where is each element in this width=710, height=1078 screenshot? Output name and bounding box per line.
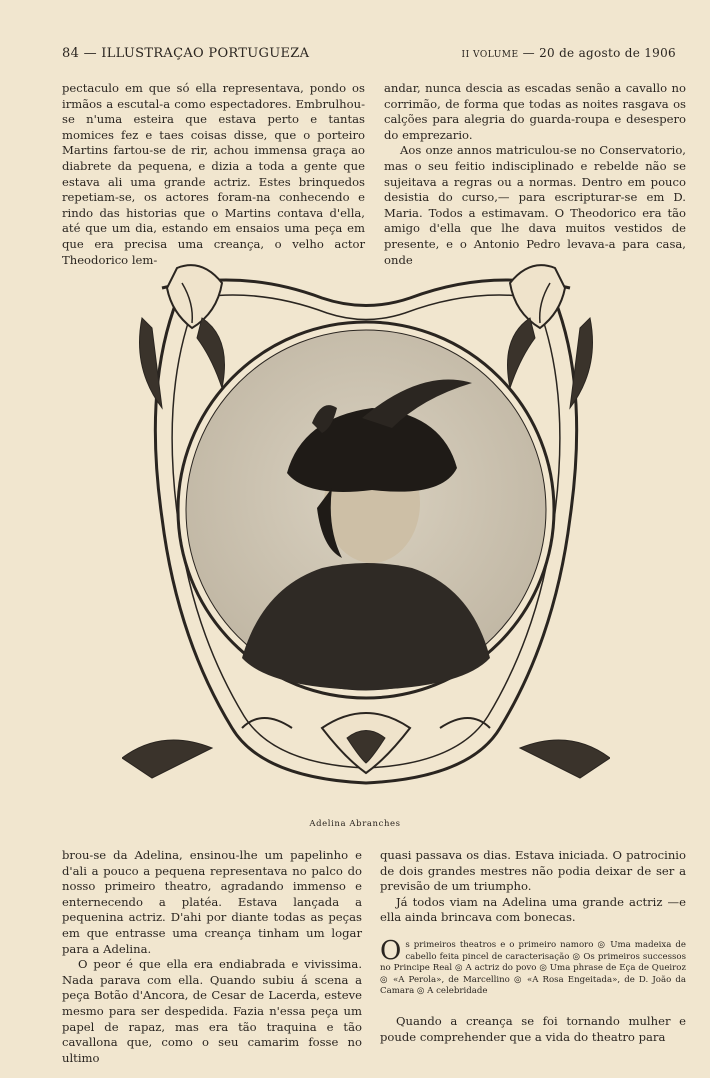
column-top-right — [384, 81, 686, 268]
column-bottom-left — [62, 848, 362, 1066]
paragraph: Aos onze annos matriculou-se no Conservatorio, mas o seu feitio indisciplinado e rebelde não se sujeitava a regras ou a normas. Dentro em pouco desistia do curso,— para escripturar-se em D. Maria. Todos a estimavam. O Theodorico era tão amigo d'ella que lhe dava muitos vestidos de presente, e o Antonio Pedro levava-a para casa, onde — [384, 143, 686, 267]
paragraph: brou-se da Adelina, ensinou-lhe um papelinho e d'ali a pouco a pequena representava no palco do nosso primeiro theatro, agradando immenso e enternecendo a platéa. Estava lançada a pequenina actriz. D'ahi por diante todas as peças em que entrasse uma creança tinham um logar para a Adelina. — [62, 848, 362, 956]
issue-date — [462, 46, 676, 60]
drop-cap: O — [380, 935, 402, 966]
photo-caption: Adelina Abranches — [309, 819, 401, 829]
column-bottom-right — [380, 848, 686, 1045]
page-number-title: 84 — ILLUSTRAÇAO PORTUGUEZA — [62, 46, 310, 61]
paragraph: quasi passava os dias. Estava iniciada. O patrocinio de dois grandes mestres não podia deixar de ser a previsão de um triumpho. — [380, 848, 686, 894]
tulip-ornament-right — [508, 265, 593, 408]
bottom-ornament — [122, 713, 610, 778]
volume-label: II VOLUME — [461, 50, 519, 60]
paragraph: O peor é que ella era endiabrada e vivissima. Nada parava com ella. Quando subiu á scena a peça Botão d'Ancora, de Cesar de Lacerda, esteve mesmo para ser despedida. Fazia n'essa peça um papel de rapaz, mas era tão traquina e tão cavallona que, como o seu camarim fosse no ultimo — [62, 957, 362, 1065]
column-top-left — [62, 81, 365, 268]
paragraph: andar, nunca descia as escadas senão a cavallo no corrimão, de forma que todas as noites rasgava os calções para alegria do guarda-roupa e desespero do emprezario. — [384, 81, 686, 142]
paragraph: Já todos viam na Adelina uma grande actriz —e ella ainda brincava com bonecas. — [380, 894, 686, 925]
date-label: — 20 de agosto de 1906 — [518, 46, 676, 60]
paragraph: Quando a creança se foi tornando mulher e poude comprehender que a vida do theatro para — [380, 1013, 686, 1044]
portrait-frame — [122, 258, 610, 796]
paragraph: pectaculo em que só ella representava, pondo os irmãos a escutal-a como espectadores. Embrulhou-se n'uma esteira que estava perto e tantas momices fez e taes coisas disse, que o porteiro Martins fartou-se de rir, achou immensa graça ao diabrete da pequena, e dizia a toda a gente que estava ali uma grande actriz. Estes brinquedos repetiam-se, os actores foram-na conhecendo e rindo das historias que o Martins contava d'ella, até que um dia, estando em ensaios uma peça em que era precisa uma creança, o velho actor Theodorico lem- — [62, 81, 365, 267]
summary-text: s primeiros theatros e o primeiro namoro ◎ Uma madeixa de cabello feita pincel de caracterisação ◎ Os primeiros successos no Principe Real ◎ A actriz do povo ◎ Uma phrase de Eça de Queiroz ◎ «A Perola», de Marcellino ◎ «A Rosa Engeitada», de D. João da Camara ◎ A celebridade — [380, 939, 686, 997]
tulip-ornament-left — [140, 265, 225, 408]
chapter-summary — [380, 935, 686, 998]
